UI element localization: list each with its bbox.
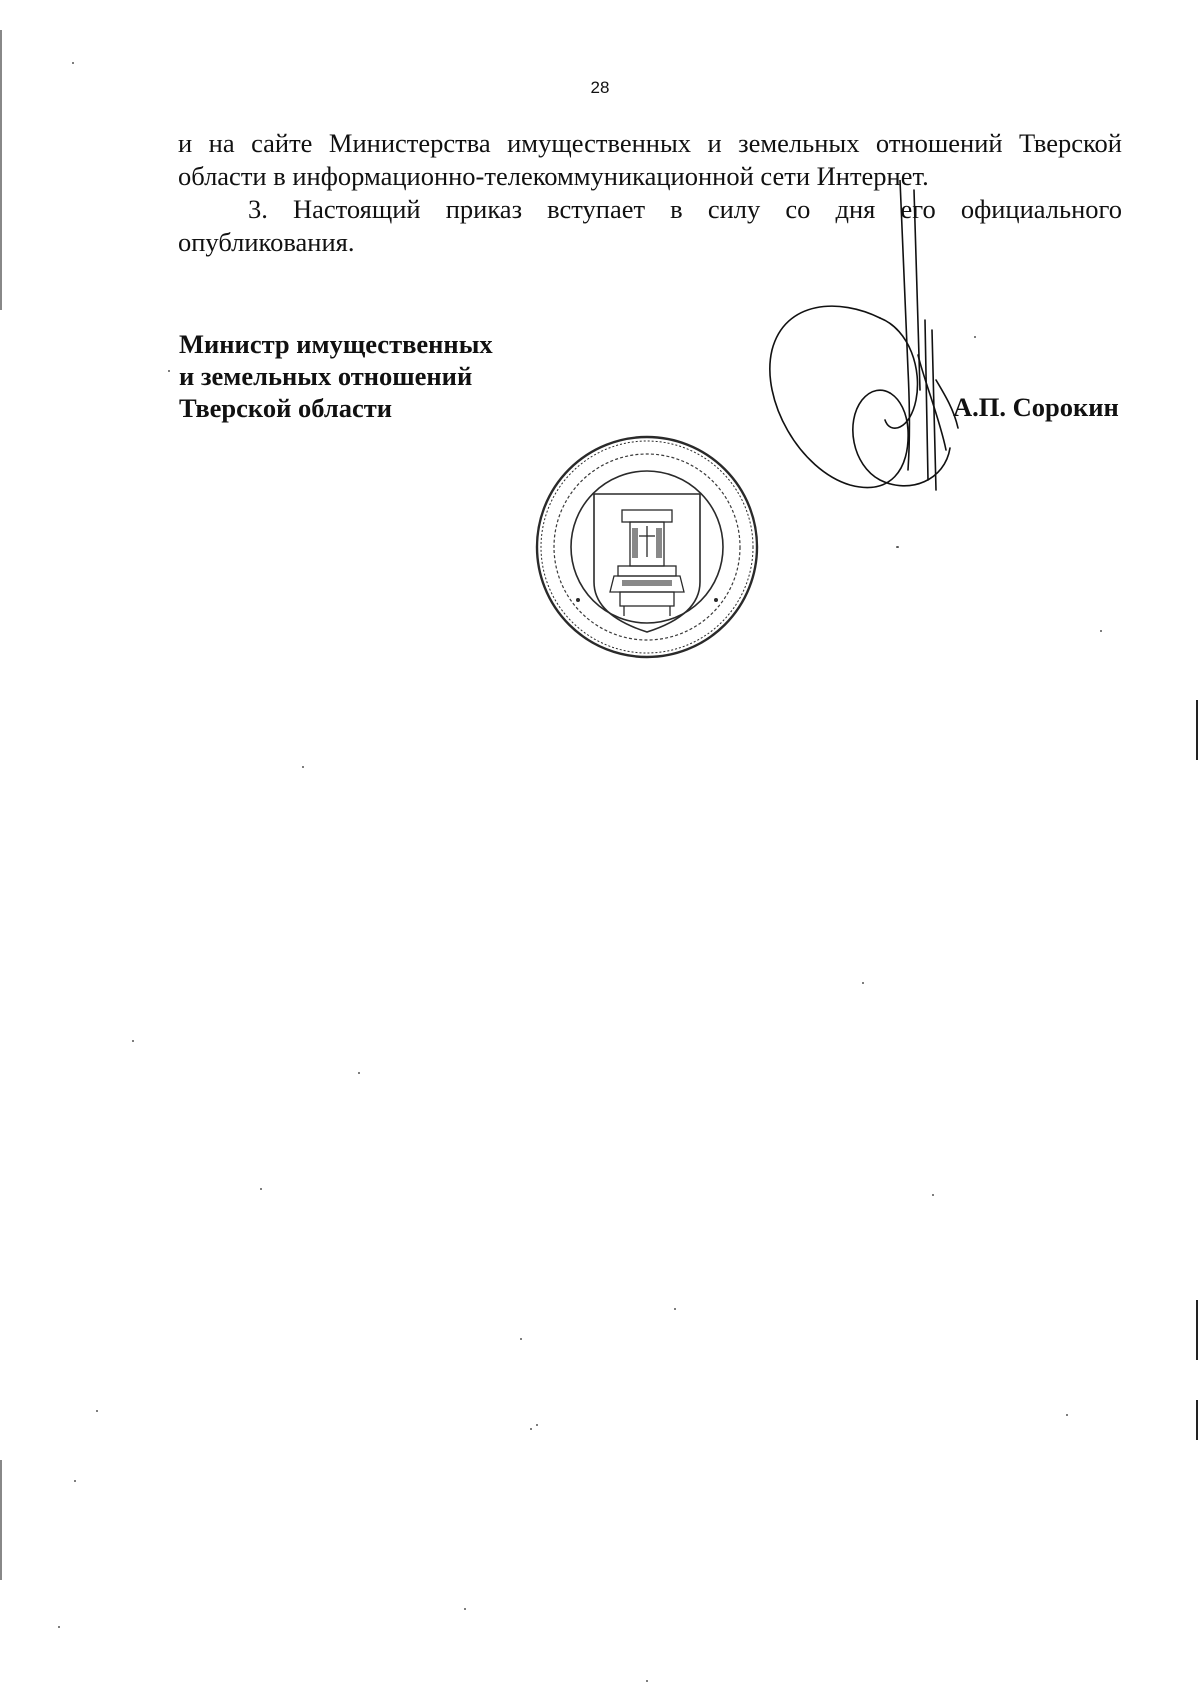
scan-edge-mark xyxy=(0,30,2,310)
scan-speck xyxy=(530,1428,532,1430)
scan-speck xyxy=(96,1410,98,1412)
scan-speck xyxy=(1066,1414,1068,1416)
paragraph-item-3: 3. Настоящий приказ вступает в силу со дня его официального опубликования. xyxy=(178,194,1122,257)
scan-speck xyxy=(536,1424,538,1426)
body-text xyxy=(178,127,1122,259)
official-seal xyxy=(532,432,762,662)
scan-speck xyxy=(974,336,976,338)
scan-speck xyxy=(168,370,170,372)
scan-speck xyxy=(646,1680,648,1682)
paragraph-continuation: и на сайте Министерства имущественных и земельных отношений Тверской области в информационно-телекоммуникационной сети Интернет. xyxy=(178,128,1122,191)
scan-speck xyxy=(520,1338,522,1340)
scan-speck xyxy=(896,546,899,548)
scan-speck xyxy=(132,1040,134,1042)
scan-speck xyxy=(74,1480,76,1482)
scan-speck xyxy=(72,62,74,64)
scan-speck xyxy=(862,982,864,984)
scan-edge-mark xyxy=(1196,1300,1198,1360)
signatory-title-line-3: Тверской области xyxy=(179,393,392,423)
scan-speck xyxy=(464,1608,466,1610)
scan-speck xyxy=(358,1072,360,1074)
signatory-title-line-1: Министр имущественных xyxy=(179,329,493,359)
scan-speck xyxy=(1100,630,1102,632)
scan-speck xyxy=(260,1188,262,1190)
scan-edge-mark xyxy=(0,1460,2,1580)
handwritten-signature xyxy=(740,180,980,530)
signatory-title xyxy=(179,328,493,424)
signatory-name: А.П. Сорокин xyxy=(953,392,1119,422)
signatory-title-line-2: и земельных отношений xyxy=(179,361,473,391)
scan-edge-mark xyxy=(1196,1400,1198,1440)
page-number: 28 xyxy=(590,78,610,97)
scan-speck xyxy=(674,1308,676,1310)
scan-speck xyxy=(932,1194,934,1196)
scan-edge-mark xyxy=(1196,700,1198,760)
scan-speck xyxy=(58,1626,60,1628)
scan-speck xyxy=(302,766,304,768)
